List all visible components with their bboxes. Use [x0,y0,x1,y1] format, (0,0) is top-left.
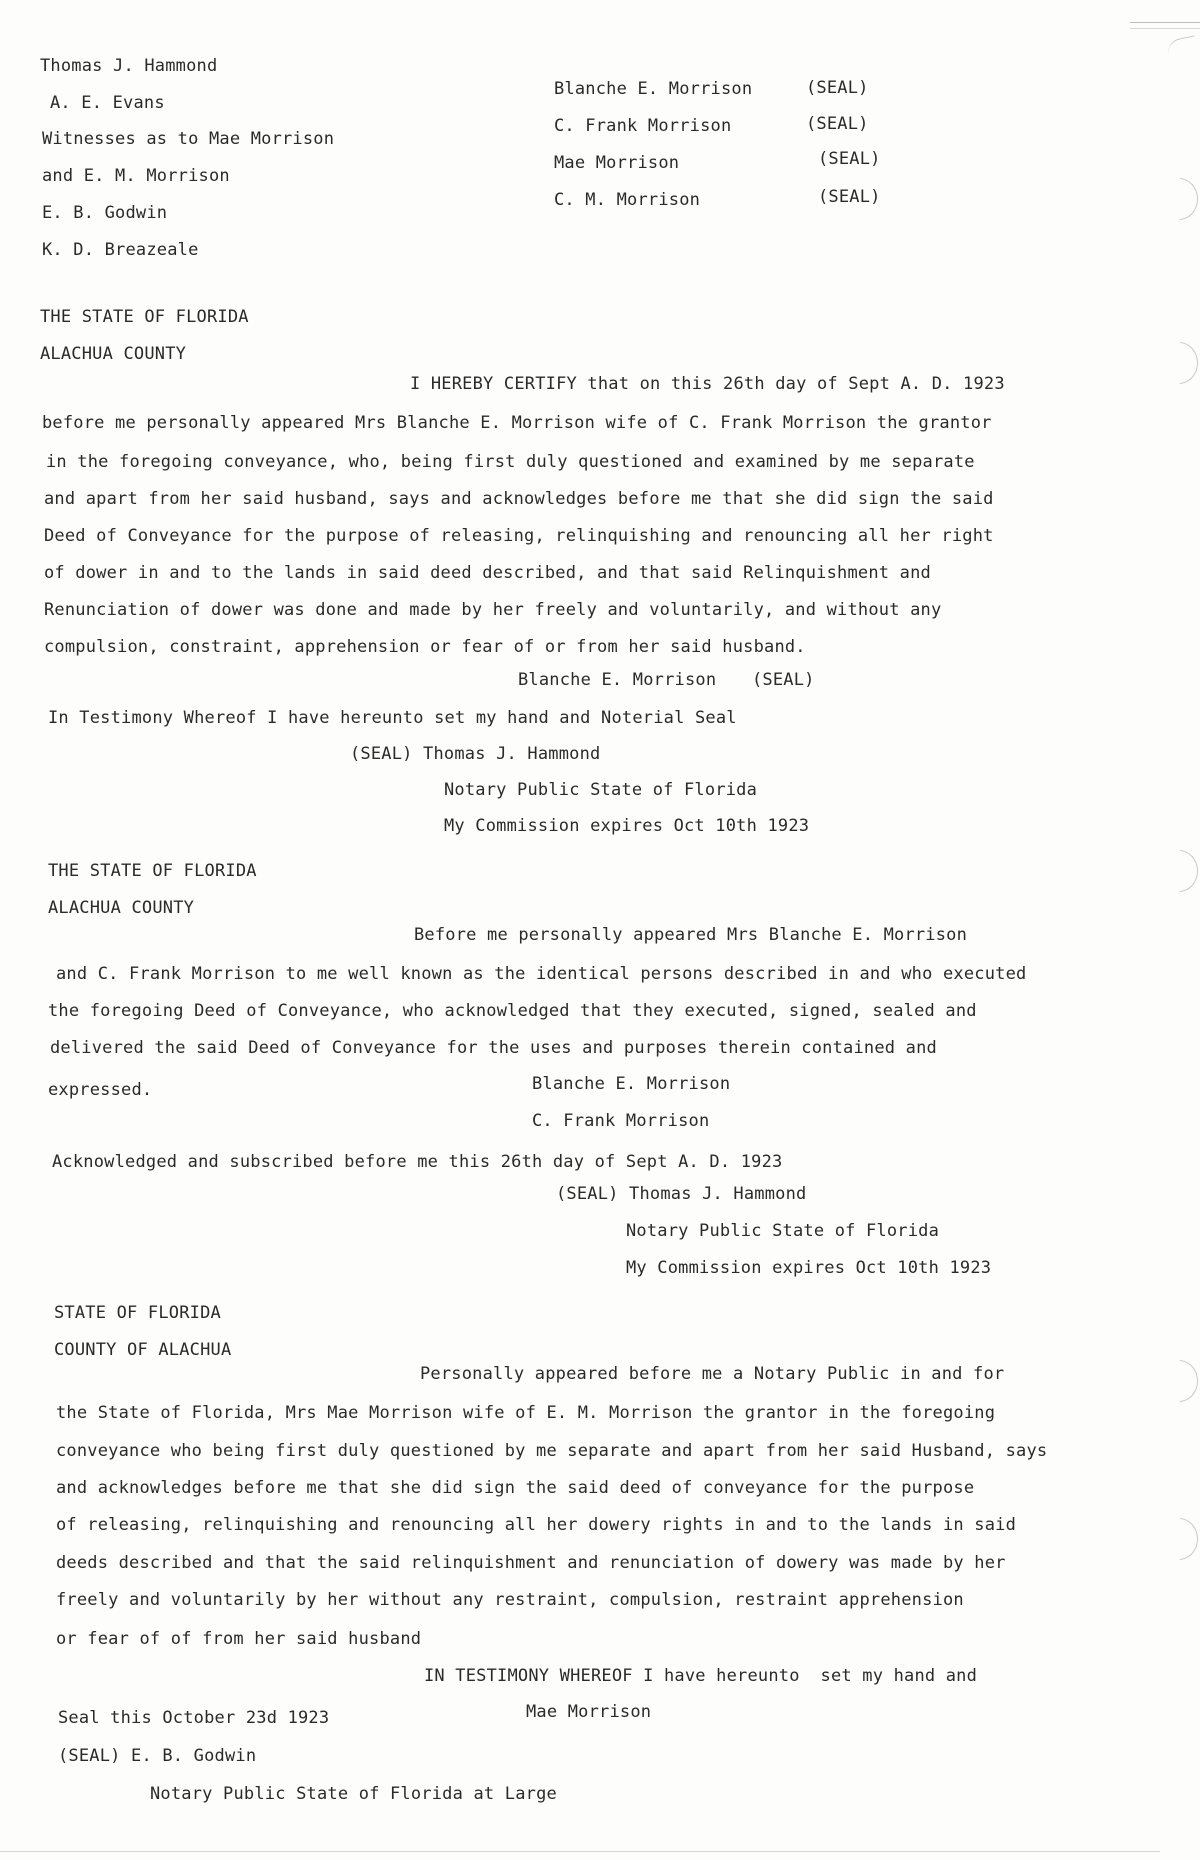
body-line: and C. Frank Morrison to me well known as the identical persons described in and who executed [56,964,1027,984]
seal-mark: (SEAL) [806,78,869,98]
seal-mark: (SEAL) [752,670,815,690]
county-heading: ALACHUA COUNTY [40,344,187,364]
seal-mark: (SEAL) [818,149,881,169]
commission-expiry: My Commission expires Oct 10th 1923 [444,816,810,836]
witness-line: and E. M. Morrison [42,166,230,186]
body-line: of dower in and to the lands in said deed described, and that said Relinquishment and [44,563,931,583]
body-line: Personally appeared before me a Notary Public in and for [420,1364,1005,1384]
body-line: of releasing, relinquishing and renouncing all her dowery rights in and to the lands in said [56,1515,1017,1535]
seal-mark: (SEAL) [806,114,869,134]
signature-line: C. Frank Morrison [532,1111,710,1131]
body-line: and apart from her said husband, says and acknowledges before me that she did sign the said [44,489,994,509]
notary-title: Notary Public State of Florida [444,780,758,800]
commission-expiry: My Commission expires Oct 10th 1923 [626,1258,992,1278]
county-heading: ALACHUA COUNTY [48,898,195,918]
seal-date-line: Seal this October 23d 1923 [58,1708,330,1728]
witness-line: Witnesses as to Mae Morrison [42,129,335,149]
grantor-name: Blanche E. Morrison [554,79,753,99]
notary-signature: (SEAL) E. B. Godwin [58,1746,257,1766]
body-line: compulsion, constraint, apprehension or fear of or from her said husband. [44,637,806,657]
state-heading: THE STATE OF FLORIDA [48,861,257,881]
body-line: in the foregoing conveyance, who, being first duly questioned and examined by me separate [46,452,975,472]
binder-hole [1160,178,1198,220]
witness-line: Thomas J. Hammond [40,56,218,76]
binder-hole [1160,1360,1198,1402]
body-line: Renunciation of dower was done and made by her freely and voluntarily, and without any [44,600,942,620]
testimony-line: IN TESTIMONY WHEREOF I have hereunto set my hand and [424,1666,978,1686]
county-heading: COUNTY OF ALACHUA [54,1340,232,1360]
body-line: freely and voluntarily by her without any restraint, compulsion, restraint apprehension [56,1590,964,1610]
signature-line: Blanche E. Morrison [518,670,717,690]
witness-line: K. D. Breazeale [42,240,199,260]
signature-line: Mae Morrison [526,1702,652,1722]
notary-signature: (SEAL) Thomas J. Hammond [556,1184,807,1204]
signature-line: Blanche E. Morrison [532,1074,731,1094]
body-line: and acknowledges before me that she did sign the said deed of conveyance for the purpose [56,1478,975,1498]
binder-hole [1160,342,1198,384]
scan-edge-line [0,1851,1160,1852]
testimony-line: In Testimony Whereof I have hereunto set my hand and Noterial Seal [48,708,737,728]
body-line: before me personally appeared Mrs Blanche E. Morrison wife of C. Frank Morrison the grantor [42,413,992,433]
grantor-name: C. Frank Morrison [554,116,732,136]
binder-hole [1160,850,1198,892]
body-line: or fear of of from her said husband [56,1629,422,1649]
notary-title: Notary Public State of Florida at Large [150,1784,557,1804]
witness-line: A. E. Evans [50,93,165,113]
body-line: delivered the said Deed of Conveyance for the uses and purposes therein contained and [50,1038,937,1058]
state-heading: STATE OF FLORIDA [54,1303,221,1323]
body-line: the State of Florida, Mrs Mae Morrison wife of E. M. Morrison the grantor in the foregoing [56,1403,996,1423]
scan-edge-line [1130,22,1200,23]
grantor-name: C. M. Morrison [554,190,701,210]
body-line: the foregoing Deed of Conveyance, who acknowledged that they executed, signed, sealed and [48,1001,977,1021]
binder-hole [1160,1518,1198,1560]
notary-signature: (SEAL) Thomas J. Hammond [350,744,601,764]
body-line: Before me personally appeared Mrs Blanche E. Morrison [414,925,968,945]
notary-title: Notary Public State of Florida [626,1221,940,1241]
body-line: I HEREBY CERTIFY that on this 26th day of Sept A. D. 1923 [410,374,1005,394]
scan-edge-line [1130,28,1200,29]
body-line: expressed. [48,1080,153,1100]
body-line: conveyance who being first duly questioned by me separate and apart from her said Husband, says [56,1441,1048,1461]
seal-mark: (SEAL) [818,187,881,207]
corner-fold-mark [1165,35,1200,72]
body-line: Deed of Conveyance for the purpose of releasing, relinquishing and renouncing all her right [44,526,994,546]
body-line: deeds described and that the said relinquishment and renunciation of dowery was made by her [56,1553,1006,1573]
grantor-name: Mae Morrison [554,153,680,173]
witness-line: E. B. Godwin [42,203,168,223]
state-heading: THE STATE OF FLORIDA [40,307,249,327]
acknowledged-line: Acknowledged and subscribed before me this 26th day of Sept A. D. 1923 [52,1152,783,1172]
